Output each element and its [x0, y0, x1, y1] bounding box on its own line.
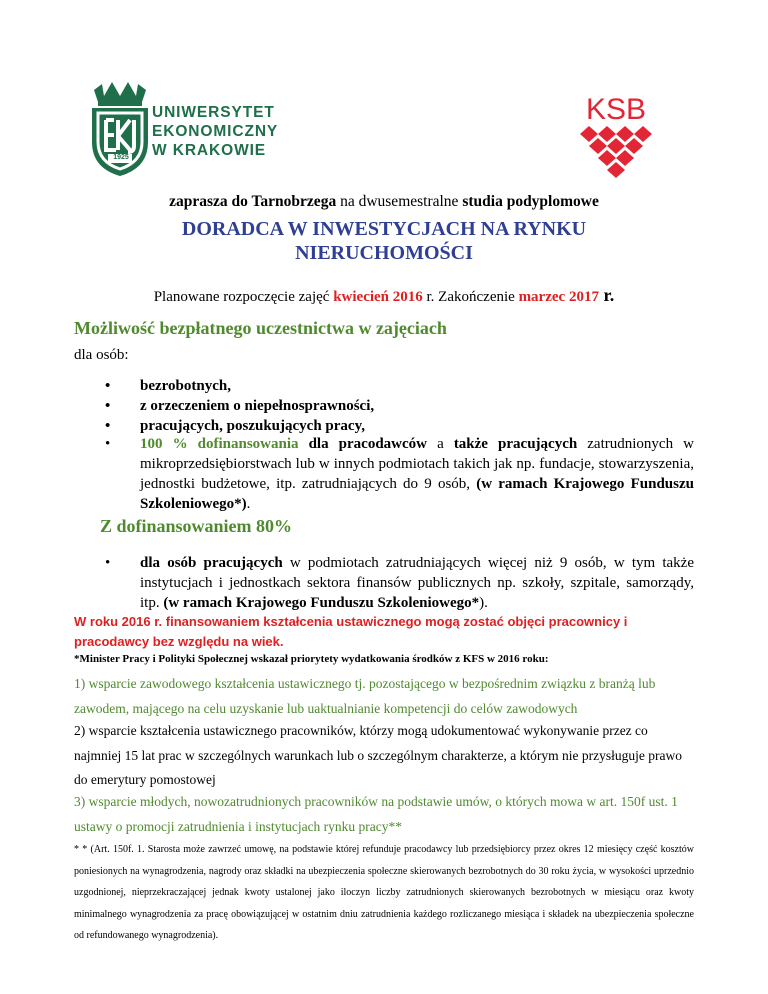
uek-line1: UNIWERSYTET — [152, 104, 275, 121]
bullet-icon: • — [105, 398, 111, 414]
uek-line2: EKONOMICZNY — [152, 123, 279, 140]
end-date: marzec 2017 — [518, 289, 599, 305]
funding80-list — [74, 553, 694, 613]
intro-part3: na dwusemestralne — [336, 193, 463, 210]
section-heading-80: Z dofinansowaniem 80% — [100, 516, 293, 536]
uek-wordmark — [152, 103, 278, 160]
list-item: • dla osób pracujących w podmiotach zatrudniających więcej niż 9 osób, w tym także instytucjach i jednostkach sektora finansów publicznych np. szkoły, szpitale, samorządy, itp. (w ramach Krajowego Funduszu Szkoleniowego*). — [105, 555, 694, 611]
dates-part3: r. — [598, 285, 615, 305]
uek-year: 1925 — [113, 154, 129, 161]
intro-part1: zaprasza do — [169, 193, 252, 210]
priority-1: 1) wsparcie zawodowego kształcenia ustawicznego tj. pozostającego w bezpośrednim związku z branżą lub zawodem, mającego na celu uzyskanie lub uaktualnianie kompetencji do celów zawodowych — [74, 676, 656, 716]
ksb-wordmark: KSB — [585, 93, 647, 126]
list-item: • pracujących, poszukujących pracy, — [105, 418, 365, 434]
bullet-icon: • — [105, 418, 111, 434]
funding-list — [74, 434, 694, 514]
priority-3: 3) wsparcie młodych, nowozatrudnionych pracowników na podstawie umów, o których mowa w art. 150f ust. 1 ustawy o promocji zatrudnienia i instytucjach rynku pracy** — [74, 794, 678, 834]
footnote: * * (Art. 150f. 1. Starosta może zawrzeć umowę, na podstawie której refunduje pracodawcy lub przedsiębiorcy przez okres 12 miesięcy część kosztów poniesionych na wynagrodzenia, nagrody oraz składki na ubezpieczenia społeczne skierowanych bezrobotnych do 30 roku życia, w wysokości uprzednio uzgodnionej, nieprzekraczającej jednak kwoty ustalonej jako iloczyn liczby zatrudnionych skierowanych bezrobotnych w miesiącu oraz kwoty minimalnego wynagrodzenia za pracę obowiązującej w ostatnim dniu zatrudnienia każdego rozliczanego miesiąca i składek na ubezpieczenia społeczne od refundowanego wynagrodzenia). — [74, 844, 694, 941]
bullet-icon: • — [105, 378, 111, 394]
title-line1: DORADCA W INWESTYCJACH NA RYNKU — [181, 218, 587, 240]
ksb-diamonds-icon — [566, 94, 666, 184]
intro-city: Tarnobrzega — [251, 193, 337, 210]
eligibility-list — [74, 376, 694, 436]
bullet-icon: • — [105, 436, 111, 452]
title-line2: NIERUCHOMOŚCI — [295, 242, 473, 264]
dates-part2: r. Zakończenie — [422, 289, 519, 305]
for-persons-label: dla osób: — [74, 347, 129, 363]
intro-studies: studia podyplomowe — [462, 193, 599, 210]
priority-2: 2) wsparcie kształcenia ustawicznego pracowników, którzy mogą udokumentować wykonywanie przez co najmniej 15 lat prac w szczególnych warunkach lub o szczególnym charakterze, a którym nie przysługuje prawo do emerytury pomostowej — [74, 723, 683, 787]
minister-note: *Minister Pracy i Polityki Społecznej wskazał priorytety wydatkowania środków z KFS w 2016 roku: — [74, 653, 549, 665]
list-item: • bezrobotnych, — [105, 378, 231, 394]
dates-part1: Planowane rozpoczęcie zajęć — [153, 289, 334, 305]
page-title — [100, 217, 668, 265]
intro-line — [0, 193, 768, 211]
age-notice: W roku 2016 r. finansowaniem kształcenia ustawicznego mogą zostać objęci pracownicy i pracodawcy bez względu na wiek. — [74, 614, 628, 649]
start-date: kwiecień 2016 — [333, 289, 423, 305]
list-item: • 100 % dofinansowania dla pracodawców a także pracujących zatrudnionych w mikroprzedsiębiorstwach lub w innych podmiotach takich jak np. fundacje, stowarzyszenia, jednostki budżetowe, itp. zatrudniających do 9 osób, (w ramach Krajowego Funduszu Szkoleniowego*). — [105, 436, 694, 512]
bullet-icon: • — [105, 555, 111, 571]
list-item: • z orzeczeniem o niepełnosprawności, — [105, 398, 375, 414]
dates-line — [0, 285, 768, 306]
section-heading-free: Możliwość bezpłatnego uczestnictwa w zajęciach — [74, 318, 447, 338]
uek-line3: W KRAKOWIE — [152, 142, 267, 159]
